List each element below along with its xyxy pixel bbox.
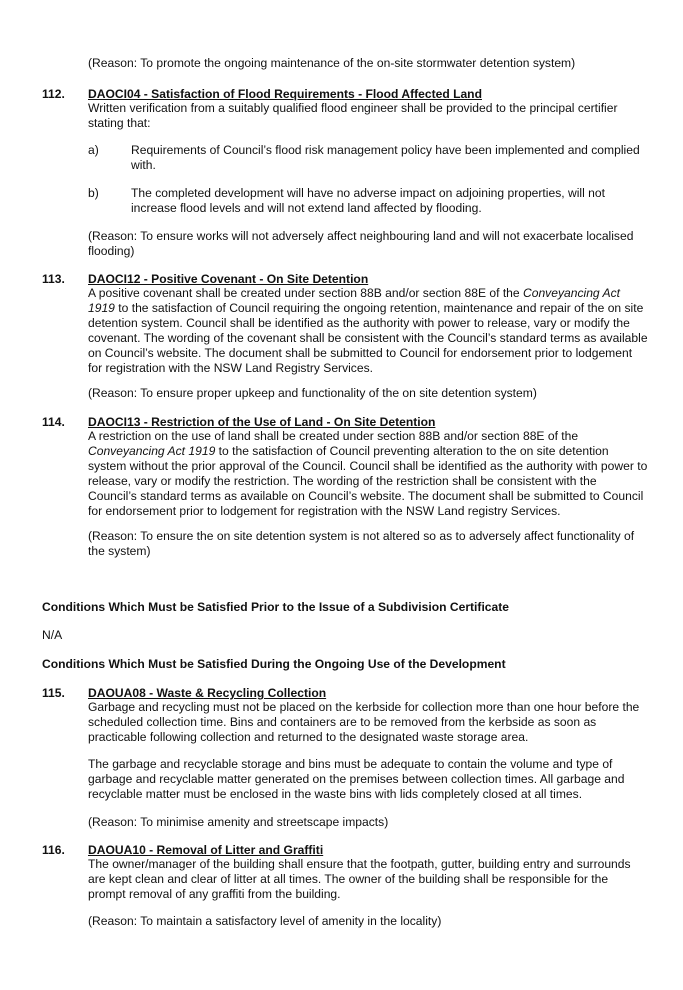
condition-number: 112. <box>42 87 65 101</box>
condition-text: A positive covenant shall be created under section 88B and/or section 88E of the Conveyancing Act 1919 to the satisfaction of Council requiring the ongoing retention, maintenance and repair of the on site detention system. Council shall be identified as the authority with power to release, vary or modify the covenant. The wording of the covenant shall be consistent with the Council’s standard terms as available on Council’s website. The document shall be submitted to Council for endorsement prior to lodgement for registration with the NSW Land Registry Services. <box>88 286 648 375</box>
condition-text: The owner/manager of the building shall ensure that the footpath, gutter, building entry and surrounds are kept clean and clear of litter at all times. The owner of the building shall be responsible for the prompt removal of any graffiti from the building. <box>88 857 631 901</box>
reason-text: (Reason: To ensure proper upkeep and functionality of the on site detention system) <box>88 386 537 400</box>
condition-text: Written verification from a suitably qualified flood engineer shall be provided to the principal certifier stating that: <box>88 101 618 130</box>
condition-text: The garbage and recyclable storage and bins must be adequate to contain the volume and type of garbage and recyclable matter generated on the premises between collection times. All garbage and recyclable matter must be enclosed in the waste bins with lids completely closed at all times. <box>88 757 625 801</box>
condition-title: DAOCI04 - Satisfaction of Flood Requirements - Flood Affected Land <box>88 87 482 101</box>
list-item-text: Requirements of Council’s flood risk management policy have been implemented and complied with. <box>131 143 640 172</box>
condition-number: 114. <box>42 415 65 429</box>
list-item-text: The completed development will have no adverse impact on adjoining properties, will not increase flood levels and will not extend land affected by flooding. <box>131 186 605 215</box>
condition-number: 115. <box>42 686 65 700</box>
reason-text: (Reason: To minimise amenity and streetscape impacts) <box>88 815 389 829</box>
section-heading: Conditions Which Must be Satisfied Prior to the Issue of a Subdivision Certificate <box>42 600 510 614</box>
condition-title: DAOCI12 - Positive Covenant - On Site Detention <box>88 272 369 286</box>
reason-text: (Reason: To ensure the on site detention system is not altered so as to adversely affect functionality of the system) <box>88 529 635 558</box>
condition-title: DAOUA08 - Waste & Recycling Collection <box>88 686 327 700</box>
list-item-label: a) <box>88 143 99 157</box>
condition-title: DAOUA10 - Removal of Litter and Graffiti <box>88 843 324 857</box>
reason-text: (Reason: To ensure works will not adversely affect neighbouring land and will not exacerbate localised flooding) <box>88 229 634 258</box>
section-text: N/A <box>42 628 63 642</box>
condition-text: Garbage and recycling must not be placed on the kerbside for collection more than one hour before the scheduled collection time. Bins and containers are to be removed from the kerbside as soon as practicable following collection and returned to the designated waste storage area. <box>88 700 640 744</box>
act-name: Conveyancing Act 1919 <box>88 286 621 315</box>
condition-number: 116. <box>42 843 65 857</box>
list-item-label: b) <box>88 186 99 200</box>
condition-text: A restriction on the use of land shall be created under section 88B and/or section 88E of the Conveyancing Act 1919 to the satisfaction of Council preventing alteration to the on site detention system without the prior approval of the Council. Council shall be identified as the authority with power to release, vary or modify the restriction. The wording of the restriction shall be consistent with the Council’s standard terms as available on Council’s website. The document shall be submitted to Council for endorsement prior to lodgement for registration with the NSW Land registry Services. <box>88 429 648 518</box>
condition-number: 113. <box>42 272 65 286</box>
condition-title: DAOCI13 - Restriction of the Use of Land - On Site Detention <box>88 415 436 429</box>
reason-text: (Reason: To promote the ongoing maintenance of the on-site stormwater detention system) <box>88 56 576 70</box>
section-heading: Conditions Which Must be Satisfied During the Ongoing Use of the Development <box>42 657 506 671</box>
act-name: Conveyancing Act 1919 <box>88 444 216 458</box>
reason-text: (Reason: To maintain a satisfactory level of amenity in the locality) <box>88 914 442 928</box>
